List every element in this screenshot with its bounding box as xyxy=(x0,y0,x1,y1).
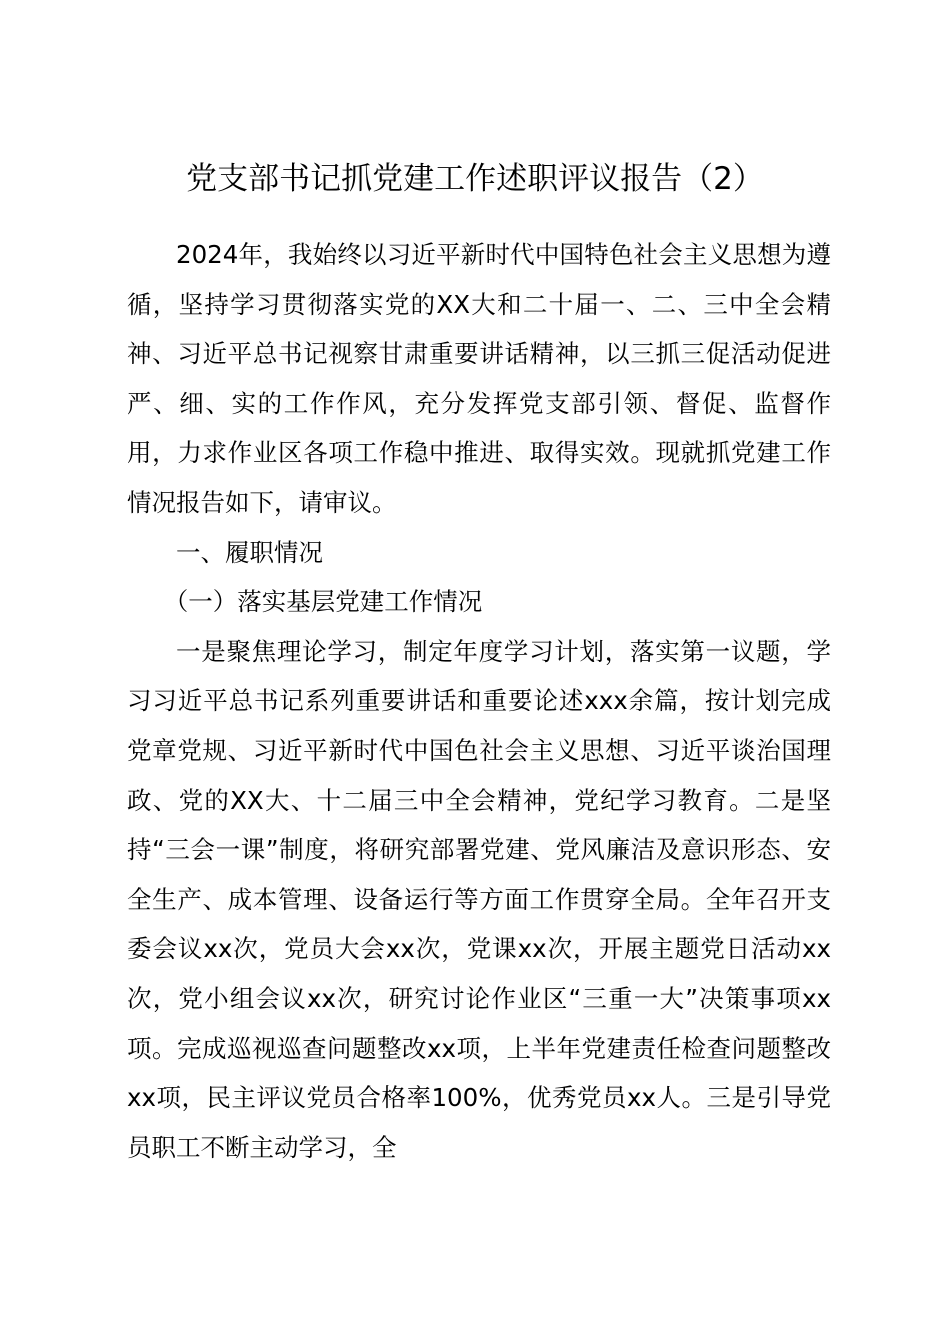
document-body xyxy=(127,230,831,1172)
section-heading-1: 一、履职情况 xyxy=(176,537,323,567)
subsection-heading-1: （一）落实基层党建工作情况 xyxy=(163,587,483,617)
subsection-paragraph-1: 一是聚焦理论学习，制定年度学习计划，落实第一议题，学习习近平总书记系列重要讲话和重要论述xxx余篇，按计划完成党章党规、习近平新时代中国色社会主义思想、习近平谈治国理政、党的XX大、十二届三中全会精神，党纪学习教育。二是坚持“三会一课”制度，将研究部署党建、党风廉洁及意识形态、安全生产、成本管理、设备运行等方面工作贯穿全局。全年召开支委会议xx次，党员大会xx次，党课xx次，开展主题党日活动xx次，党小组会议xx次，研究讨论作业区“三重一大”决策事项xx项。完成巡视巡查问题整改xx项，上半年党建责任检查问题整改xx项，民主评议党员合格率100%，优秀党员xx人。三是引导党员职工不断主动学习，全 xyxy=(127,636,831,1162)
intro-paragraph: 2024年，我始终以习近平新时代中国特色社会主义思想为遵循，坚持学习贯彻落实党的XX大和二十届一、二、三中全会精神、习近平总书记视察甘肃重要讲话精神，以三抓三促活动促进严、细、实的工作作风，充分发挥党支部引领、督促、监督作用，力求作业区各项工作稳中推进、取得实效。现就抓党建工作情况报告如下，请审议。 xyxy=(127,240,831,517)
document-title: 党支部书记抓党建工作述职评议报告（2） xyxy=(186,161,764,197)
